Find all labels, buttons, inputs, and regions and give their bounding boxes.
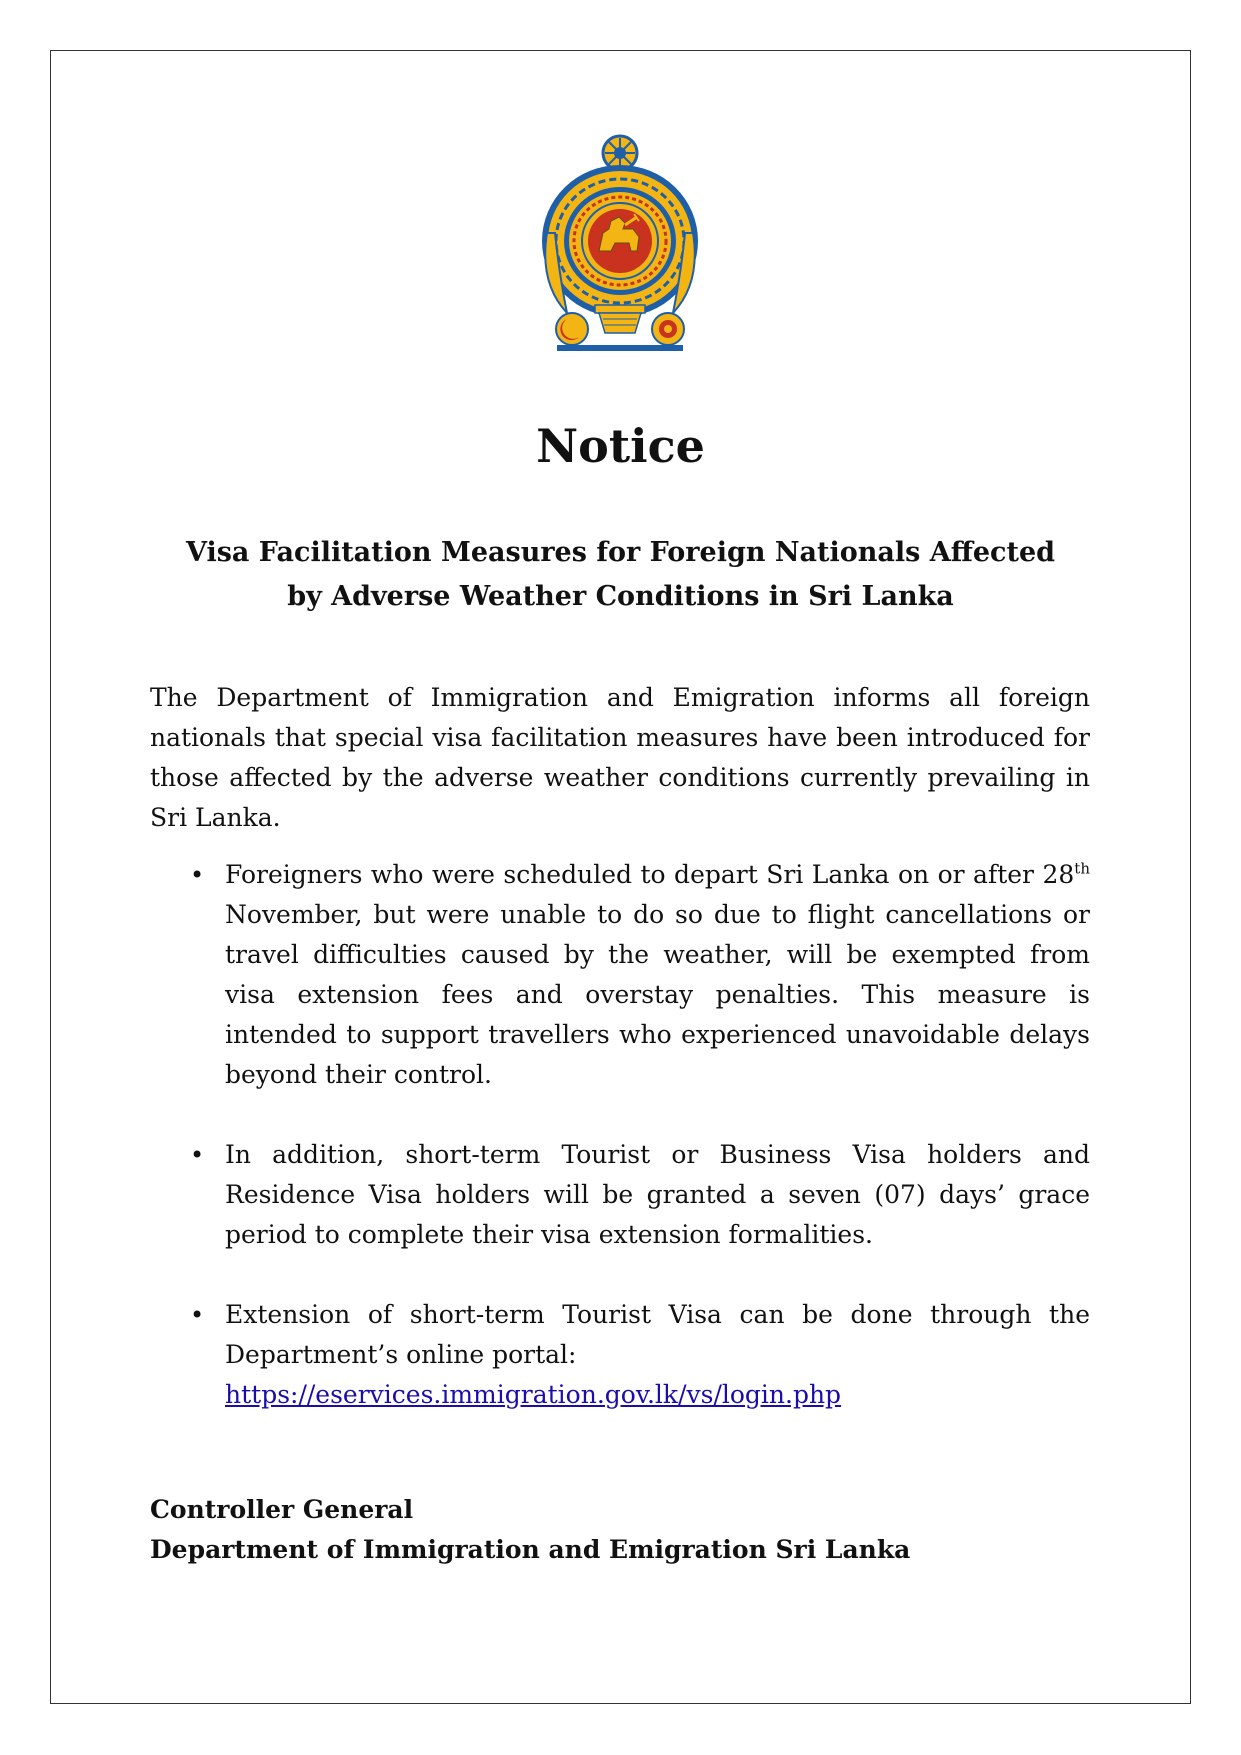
online-portal-link[interactable]: https://eservices.immigration.gov.lk/vs/login.php [225, 1380, 842, 1409]
moon-icon [556, 313, 588, 345]
intro-paragraph: The Department of Immigration and Emigration informs all foreign nationals that special visa facilitation measures have been introduced for those affected by the adverse weather conditions currently prevailing in Sri Lanka. [150, 683, 1090, 832]
dharmachakra-icon [603, 136, 637, 170]
ordinal-suffix: th [1074, 859, 1090, 878]
subheading-line-2: by Adverse Weather Conditions in Sri Lanka [287, 581, 954, 612]
sun-icon [652, 313, 684, 345]
bullet-text: Foreigners who were scheduled to depart Sri Lanka on or after 28 [225, 860, 1075, 889]
subheading-line-1: Visa Facilitation Measures for Foreign Nationals Affected [185, 537, 1056, 568]
sri-lanka-national-emblem-icon [537, 133, 703, 353]
list-item [150, 855, 1090, 1095]
bullet-text: Extension of short-term Tourist Visa can be done through the Department’s online portal: [225, 1300, 1090, 1369]
bullet-icon: • [190, 1301, 205, 1329]
signatory-title: Controller General [150, 1495, 414, 1524]
signature-block [150, 1490, 1090, 1570]
bullet-icon: • [190, 861, 205, 889]
notice-subheading [150, 531, 1091, 619]
list-item [150, 1135, 1090, 1255]
bullet-icon: • [190, 1141, 205, 1169]
bullet-text-continued: November, but were unable to do so due to flight cancellations or travel difficulties caused by the weather, will be exempted from visa extension fees and overstay penalties. This measure is intended to support travellers who experienced unavoidable delays beyond their control. [225, 900, 1090, 1089]
measures-list [150, 855, 1090, 1415]
list-item [150, 1295, 1090, 1415]
bullet-text: In addition, short-term Tourist or Business Visa holders and Residence Visa holders will be granted a seven (07) days’ grace period to complete their visa extension formalities. [225, 1140, 1090, 1249]
signatory-department: Department of Immigration and Emigration Sri Lanka [150, 1535, 911, 1564]
notice-heading: Notice [536, 419, 705, 473]
